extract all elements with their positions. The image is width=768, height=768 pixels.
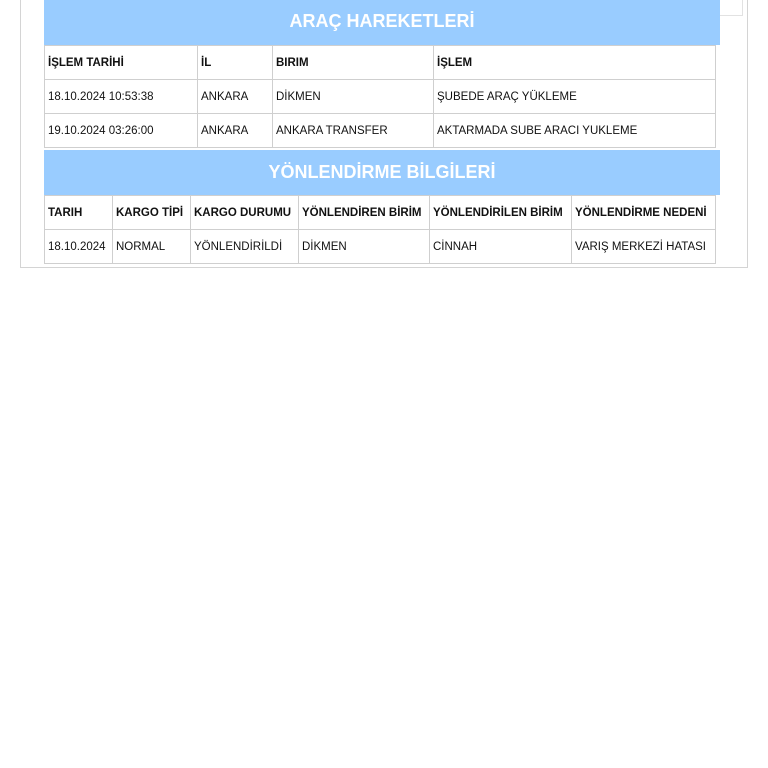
- column-header: TARIH: [45, 196, 113, 230]
- table-cell: ANKARA: [198, 114, 273, 148]
- table-cell: ŞUBEDE ARAÇ YÜKLEME: [434, 80, 716, 114]
- table-header-row: [45, 46, 716, 80]
- frame-edge: [742, 0, 743, 16]
- table-cell: AKTARMADA SUBE ARACI YUKLEME: [434, 114, 716, 148]
- table-cell: YÖNLENDİRİLDİ: [191, 230, 299, 264]
- column-header: İL: [198, 46, 273, 80]
- table-cell: 18.10.2024 10:53:38: [45, 80, 198, 114]
- routing-info-section: [44, 150, 720, 264]
- table-cell: ANKARA: [198, 80, 273, 114]
- column-header: BIRIM: [273, 46, 434, 80]
- column-header: İŞLEM TARİHİ: [45, 46, 198, 80]
- table-cell: NORMAL: [113, 230, 191, 264]
- table-header-row: [45, 196, 716, 230]
- table-cell: DİKMEN: [273, 80, 434, 114]
- vehicle-movements-title: ARAÇ HAREKETLERİ: [44, 0, 720, 45]
- table-row: [45, 80, 716, 114]
- column-header: KARGO TİPİ: [113, 196, 191, 230]
- vehicle-movements-table: [44, 45, 716, 148]
- table-cell: 18.10.2024: [45, 230, 113, 264]
- table-cell: 19.10.2024 03:26:00: [45, 114, 198, 148]
- column-header: YÖNLENDİRİLEN BİRİM: [430, 196, 572, 230]
- column-header: YÖNLENDİREN BİRİM: [299, 196, 430, 230]
- column-header: YÖNLENDİRME NEDENİ: [572, 196, 716, 230]
- table-row: [45, 114, 716, 148]
- table-row: [45, 230, 716, 264]
- table-cell: VARIŞ MERKEZİ HATASI: [572, 230, 716, 264]
- frame-edge-bottom: [720, 15, 742, 16]
- table-cell: CİNNAH: [430, 230, 572, 264]
- table-cell: DİKMEN: [299, 230, 430, 264]
- routing-info-table: [44, 195, 716, 264]
- routing-info-title: YÖNLENDİRME BİLGİLERİ: [44, 150, 720, 195]
- column-header: İŞLEM: [434, 46, 716, 80]
- vehicle-movements-section: [44, 0, 720, 148]
- table-cell: ANKARA TRANSFER: [273, 114, 434, 148]
- column-header: KARGO DURUMU: [191, 196, 299, 230]
